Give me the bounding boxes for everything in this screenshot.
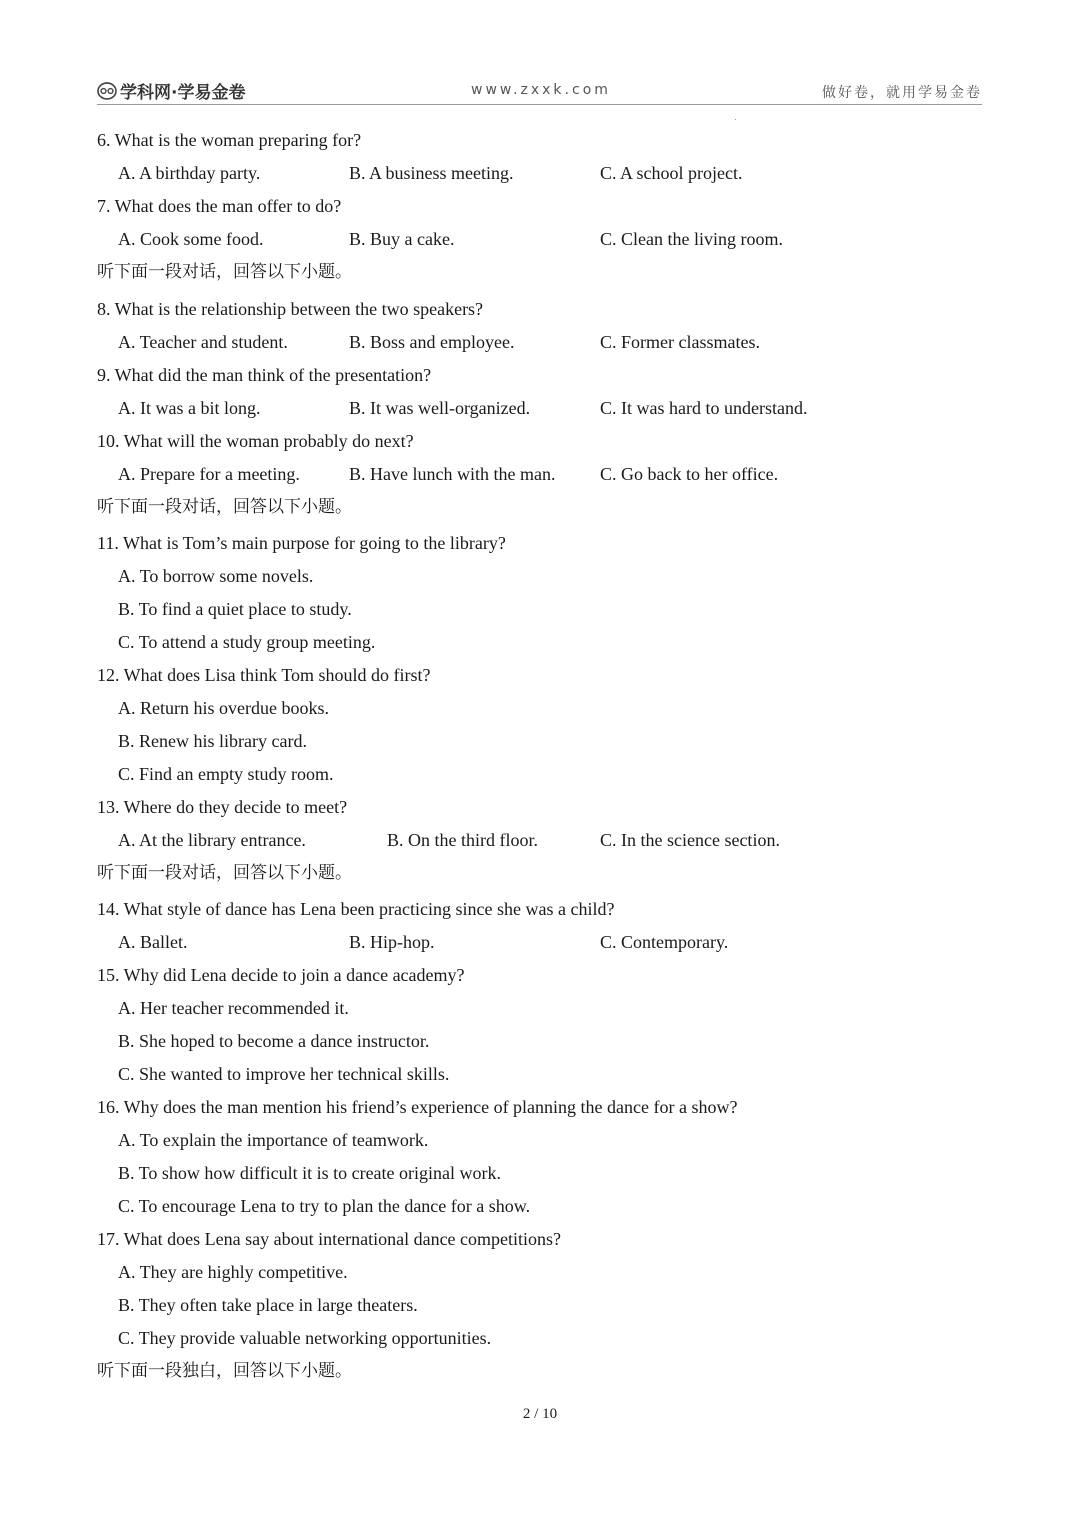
question-10: 10. What will the woman probably do next? bbox=[97, 431, 414, 451]
q8-option-c: C. Former classmates. bbox=[600, 332, 760, 352]
q16-option-a: A. To explain the importance of teamwork. bbox=[118, 1130, 429, 1150]
question-7: 7. What does the man offer to do? bbox=[97, 196, 342, 216]
q13-option-b: B. On the third floor. bbox=[387, 830, 538, 850]
q14-option-b: B. Hip-hop. bbox=[349, 932, 435, 952]
q10-option-c: C. Go back to her office. bbox=[600, 464, 779, 484]
q12-option-c: C. Find an empty study room. bbox=[118, 764, 334, 784]
q15-option-a: A. Her teacher recommended it. bbox=[118, 998, 349, 1018]
direction-3: 听下面一段对话，回答以下小题。 bbox=[97, 863, 352, 883]
header-slogan: 做好卷，就用学易金卷 bbox=[822, 85, 982, 101]
question-12: 12. What does Lisa think Tom should do first? bbox=[97, 665, 431, 685]
question-17: 17. What does Lena say about international dance competitions? bbox=[97, 1229, 562, 1249]
q9-option-b: B. It was well-organized. bbox=[349, 398, 531, 418]
page-header bbox=[97, 76, 982, 105]
q13-option-a: A. At the library entrance. bbox=[118, 830, 306, 850]
q11-option-c: C. To attend a study group meeting. bbox=[118, 632, 376, 652]
logo-text: 学科网·学易金卷 bbox=[120, 83, 246, 103]
q13-option-c: C. In the science section. bbox=[600, 830, 780, 850]
q16-option-c: C. To encourage Lena to try to plan the dance for a show. bbox=[118, 1196, 531, 1216]
q12-option-b: B. Renew his library card. bbox=[118, 731, 307, 751]
q15-option-c: C. She wanted to improve her technical skills. bbox=[118, 1064, 450, 1084]
question-14: 14. What style of dance has Lena been practicing since she was a child? bbox=[97, 899, 615, 919]
q10-option-a: A. Prepare for a meeting. bbox=[118, 464, 300, 484]
q9-option-c: C. It was hard to understand. bbox=[600, 398, 808, 418]
q14-option-c: C. Contemporary. bbox=[600, 932, 729, 952]
page-number: 2 / 10 bbox=[522, 1406, 558, 1422]
q17-option-c: C. They provide valuable networking opportunities. bbox=[118, 1328, 492, 1348]
q9-option-a: A. It was a bit long. bbox=[118, 398, 261, 418]
q8-option-a: A. Teacher and student. bbox=[118, 332, 288, 352]
direction-2: 听下面一段对话，回答以下小题。 bbox=[97, 497, 352, 517]
question-16: 16. Why does the man mention his friend’s experience of planning the dance for a show? bbox=[97, 1097, 738, 1117]
q11-option-b: B. To find a quiet place to study. bbox=[118, 599, 352, 619]
q12-option-a: A. Return his overdue books. bbox=[118, 698, 329, 718]
question-9: 9. What did the man think of the presentation? bbox=[97, 365, 432, 385]
q8-option-b: B. Boss and employee. bbox=[349, 332, 515, 352]
logo-icon bbox=[97, 82, 117, 100]
logo bbox=[97, 78, 245, 103]
q7-option-a: A. Cook some food. bbox=[118, 229, 264, 249]
q6-option-a: A. A birthday party. bbox=[118, 163, 261, 183]
question-8: 8. What is the relationship between the two speakers? bbox=[97, 299, 484, 319]
q6-option-b: B. A business meeting. bbox=[349, 163, 514, 183]
q7-option-b: B. Buy a cake. bbox=[349, 229, 455, 249]
q11-option-a: A. To borrow some novels. bbox=[118, 566, 314, 586]
question-6: 6. What is the woman preparing for? bbox=[97, 130, 362, 150]
direction-4: 听下面一段独白，回答以下小题。 bbox=[97, 1361, 352, 1381]
q17-option-a: A. They are highly competitive. bbox=[118, 1262, 348, 1282]
question-13: 13. Where do they decide to meet? bbox=[97, 797, 348, 817]
site-url[interactable]: www.zxxk.com bbox=[471, 82, 611, 98]
direction-1: 听下面一段对话，回答以下小题。 bbox=[97, 262, 352, 282]
q17-option-b: B. They often take place in large theaters. bbox=[118, 1295, 418, 1315]
q10-option-b: B. Have lunch with the man. bbox=[349, 464, 556, 484]
q7-option-c: C. Clean the living room. bbox=[600, 229, 783, 249]
q15-option-b: B. She hoped to become a dance instructor. bbox=[118, 1031, 430, 1051]
q6-option-c: C. A school project. bbox=[600, 163, 743, 183]
question-11: 11. What is Tom’s main purpose for going to the library? bbox=[97, 533, 506, 553]
scan-dot bbox=[735, 119, 736, 120]
q14-option-a: A. Ballet. bbox=[118, 932, 188, 952]
q16-option-b: B. To show how difficult it is to create original work. bbox=[118, 1163, 502, 1183]
question-15: 15. Why did Lena decide to join a dance academy? bbox=[97, 965, 465, 985]
